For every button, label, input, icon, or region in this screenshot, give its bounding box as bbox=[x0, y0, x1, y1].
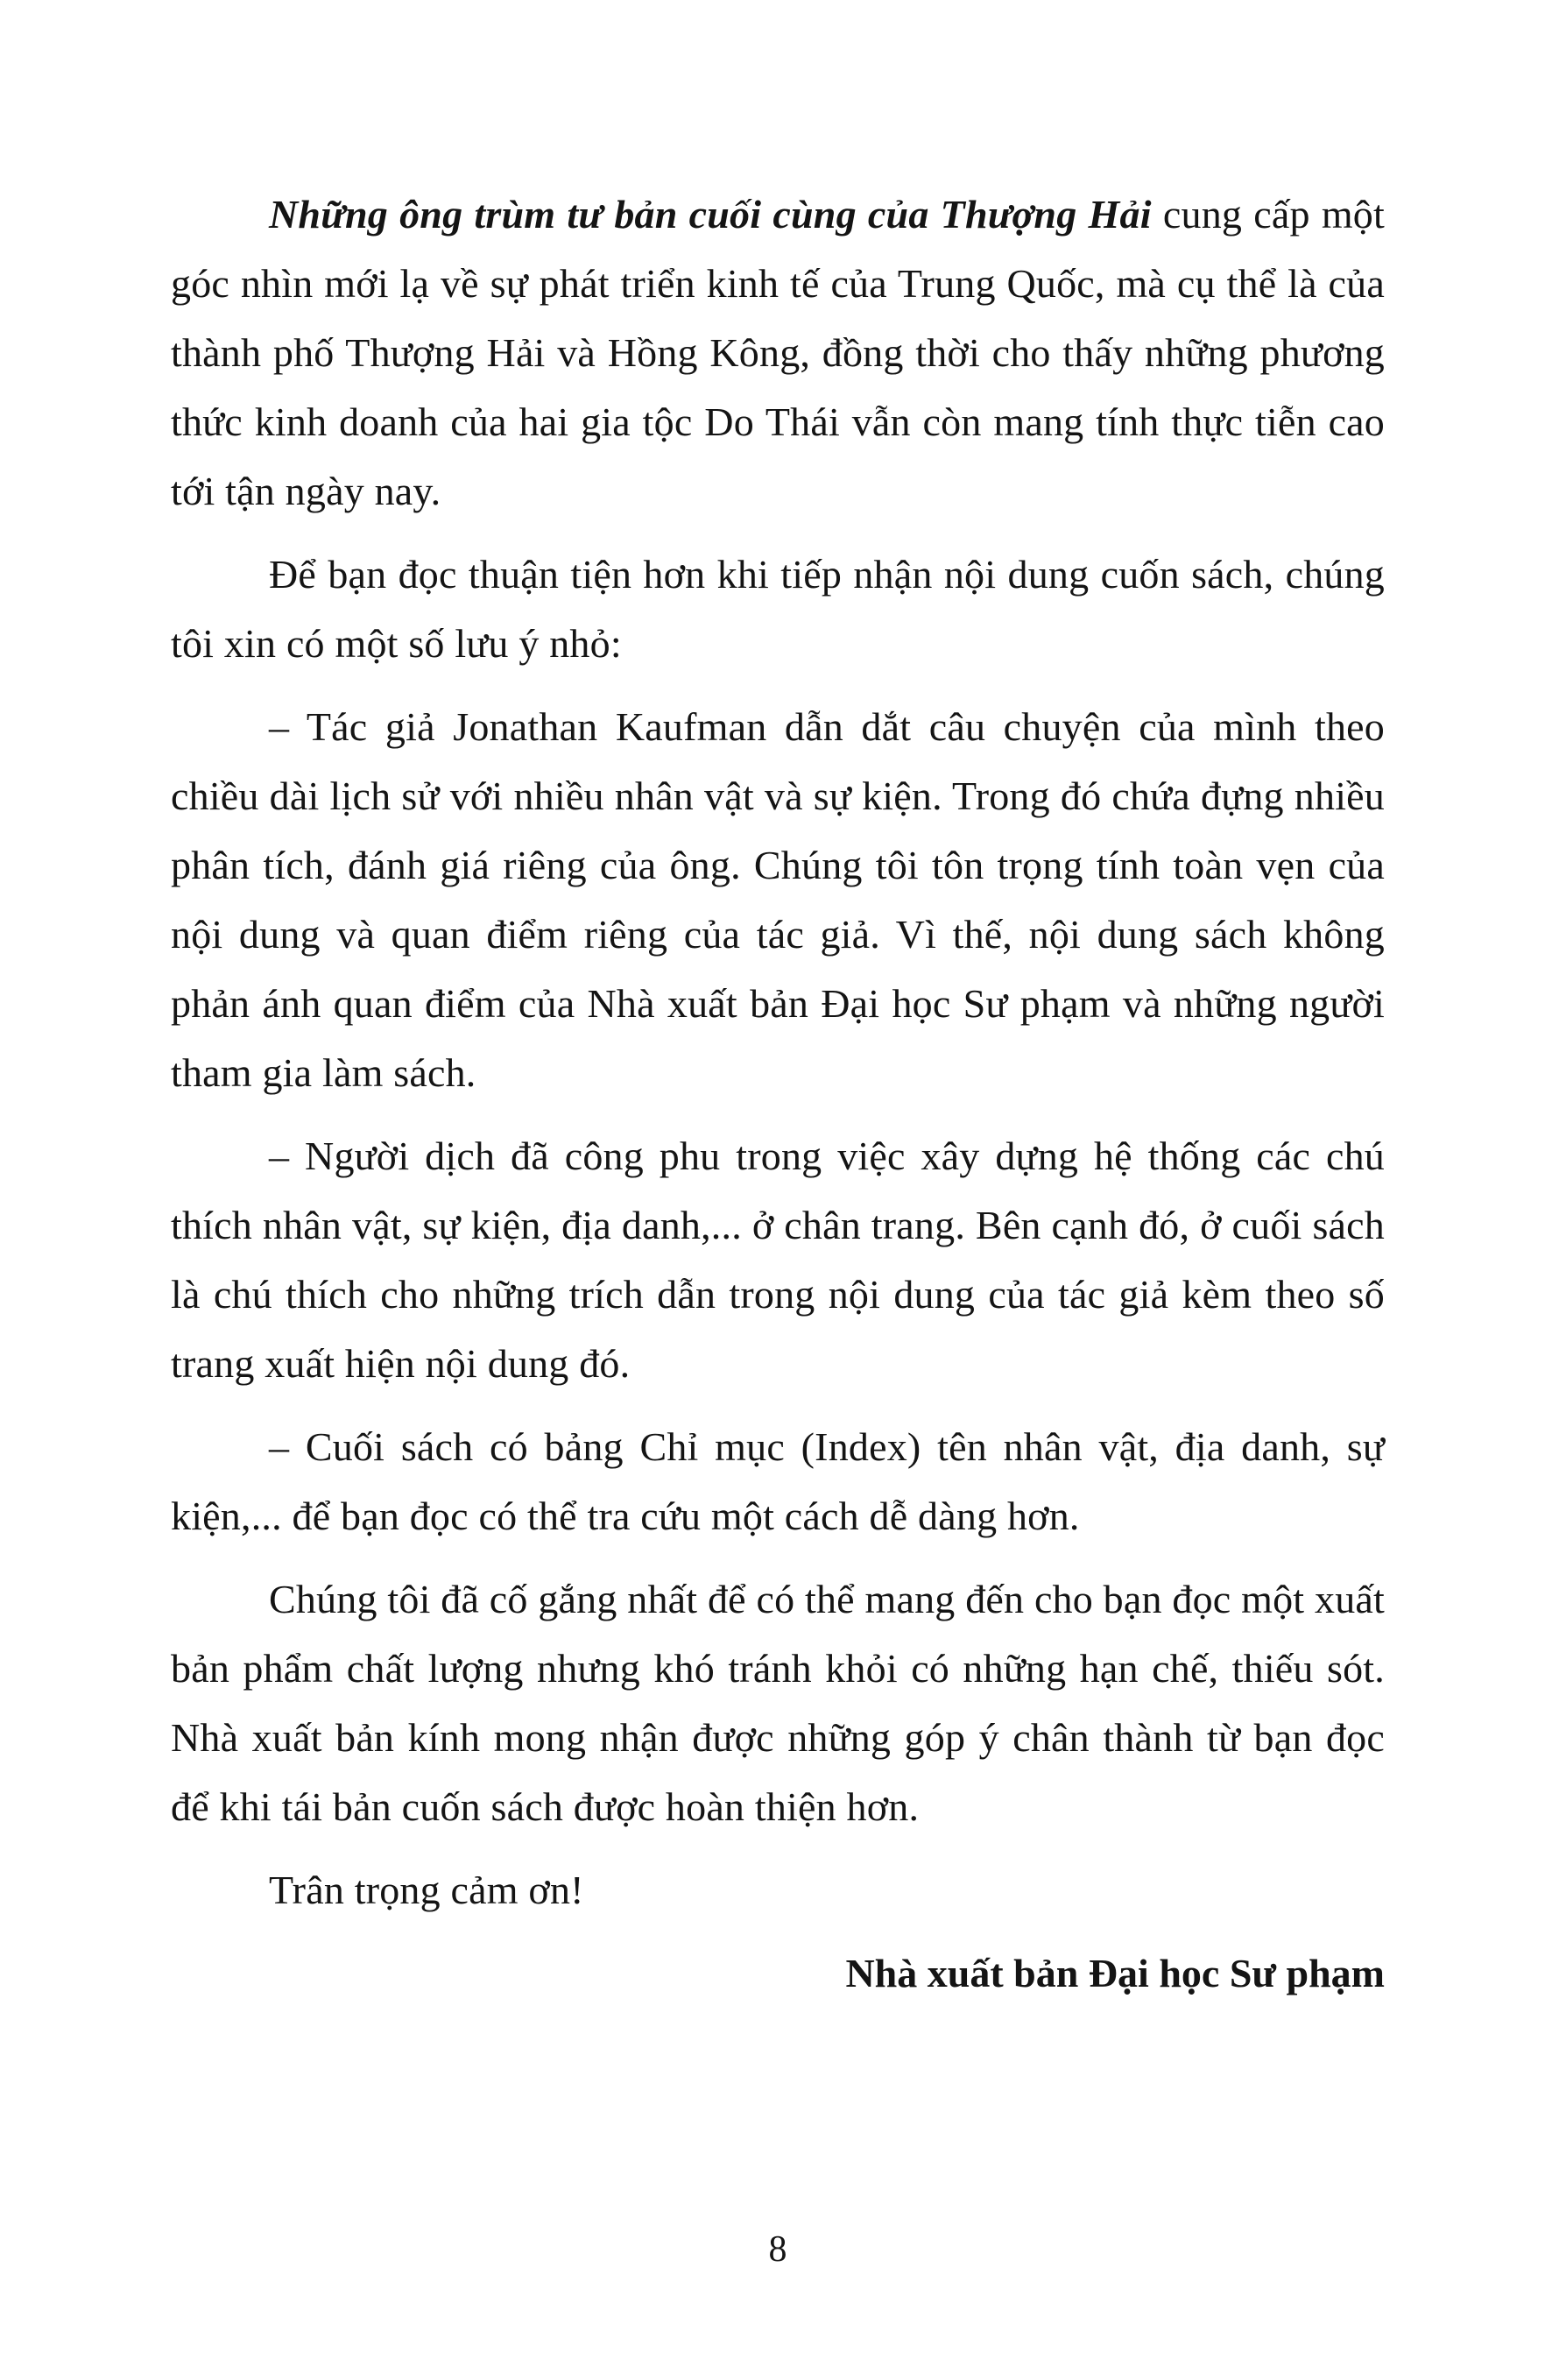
paragraph-thanks: Trân trọng cảm ơn! bbox=[269, 1868, 584, 1912]
paragraph-intro-text: cung cấp một góc nhìn mới lạ về sự phát triển kinh tế của Trung Quốc, mà cụ thể là của thành phố Thượng Hải và Hồng Kông, đồng thời cho thấy những phương thức kinh doanh của hai gia tộc Do Thái vẫn còn mang tính thực tiễn cao tới tận ngày nay. bbox=[171, 192, 1385, 513]
paragraph-translator-note: – Người dịch đã công phu trong việc xây dựng hệ thống các chú thích nhân vật, sự kiện, địa danh,... ở chân trang. Bên cạnh đó, ở cuối sách là chú thích cho những trích dẫn trong nội dung của tác giả kèm theo số trang xuất hiện nội dung đó. bbox=[171, 1134, 1385, 1386]
paragraph-author-note: – Tác giả Jonathan Kaufman dẫn dắt câu chuyện của mình theo chiều dài lịch sử với nhiều nhân vật và sự kiện. Trong đó chứa đựng nhiều phân tích, đánh giá riêng của ông. Chúng tôi tôn trọng tính toàn vẹn của nội dung và quan điểm riêng của tác giả. Vì thế, nội dung sách không phản ánh quan điểm của Nhà xuất bản Đại học Sư phạm và những người tham gia làm sách. bbox=[171, 704, 1385, 1095]
paragraph-reader-note: Để bạn đọc thuận tiện hơn khi tiếp nhận nội dung cuốn sách, chúng tôi xin có một số lưu ý nhỏ: bbox=[171, 552, 1385, 666]
text-block bbox=[171, 180, 1385, 2008]
publisher-signature: Nhà xuất bản Đại học Sư phạm bbox=[845, 1951, 1385, 1995]
book-title-emphasis: Những ông trùm tư bản cuối cùng của Thượng Hải bbox=[269, 192, 1152, 237]
paragraph-index-note: – Cuối sách có bảng Chỉ mục (Index) tên nhân vật, địa danh, sự kiện,... để bạn đọc có thể tra cứu một cách dễ dàng hơn. bbox=[171, 1424, 1385, 1538]
paragraph-apology: Chúng tôi đã cố gắng nhất để có thể mang đến cho bạn đọc một xuất bản phẩm chất lượng nhưng khó tránh khỏi có những hạn chế, thiếu sót. Nhà xuất bản kính mong nhận được những góp ý chân thành từ bạn đọc để khi tái bản cuốn sách được hoàn thiện hơn. bbox=[171, 1577, 1385, 1829]
page-number: 8 bbox=[768, 2229, 787, 2270]
paragraph-intro bbox=[171, 180, 1385, 526]
